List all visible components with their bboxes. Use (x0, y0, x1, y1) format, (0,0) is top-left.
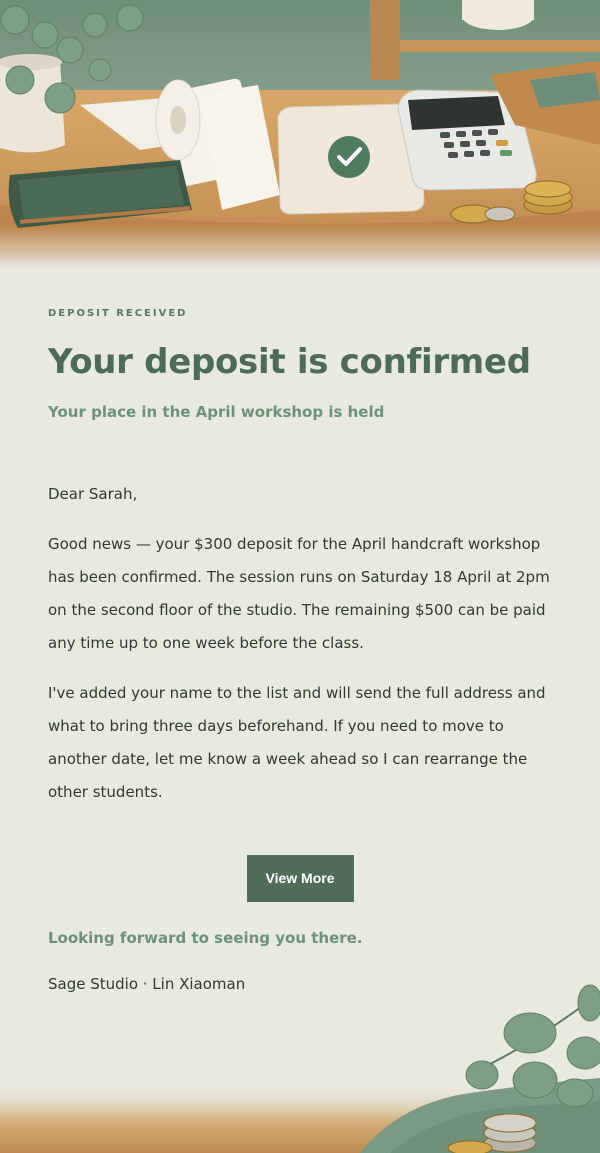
footer-illustration (0, 983, 600, 1153)
signature: Sage Studio · Lin Xiaoman (48, 975, 246, 993)
body-paragraph-2: I've added your name to the list and will send the full address and what to bring three days beforehand. If you need to move to another date, let me know a week ahead so I can rearrange the other students. (48, 684, 546, 801)
greeting: Dear Sarah, (48, 485, 138, 503)
email-content (48, 300, 552, 993)
view-more-button[interactable]: View More (247, 855, 354, 902)
email-title: Your deposit is confirmed (48, 342, 531, 382)
hero-illustration (0, 0, 600, 270)
button-container (48, 855, 552, 902)
body-paragraph-1: Good news — your $300 deposit for the April handcraft workshop has been confirmed. The session runs on Saturday 18 April at 2pm on the second floor of the studio. The remaining $500 can be paid any time up to one week before the class. (48, 535, 550, 652)
closing-line: Looking forward to seeing you there. (48, 929, 363, 947)
email-subtitle: Your place in the April workshop is held (48, 403, 385, 421)
eyebrow-label: DEPOSIT RECEIVED (48, 308, 188, 319)
